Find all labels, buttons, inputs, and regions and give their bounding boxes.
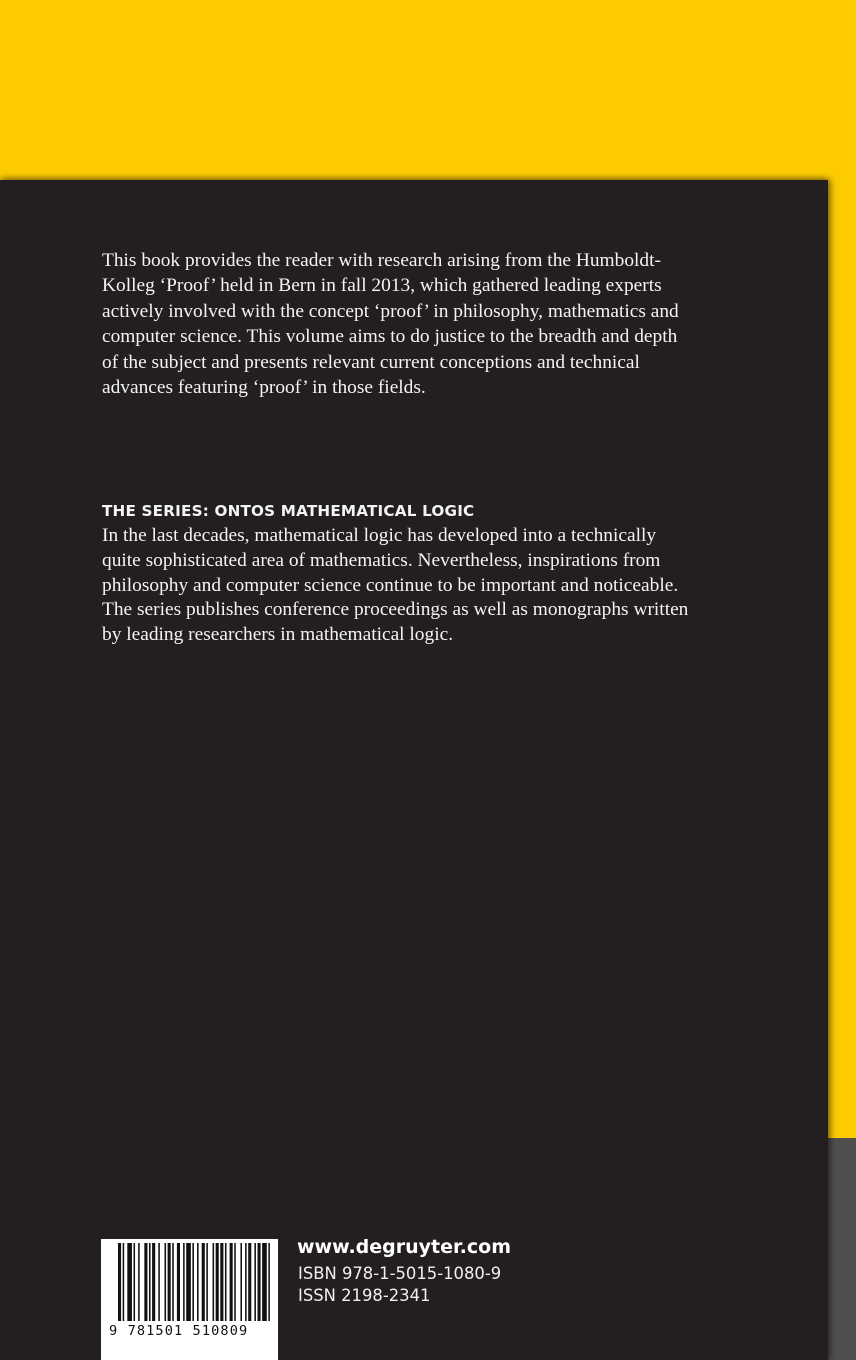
series-heading: THE SERIES: ONTOS MATHEMATICAL LOGIC — [102, 502, 475, 520]
back-cover-panel — [0, 180, 828, 1360]
barcode-bar — [165, 1243, 167, 1321]
barcode-bar — [248, 1243, 251, 1321]
isbn-number: ISBN 978-1-5015-1080-9 — [298, 1264, 502, 1283]
barcode-bar — [245, 1243, 247, 1321]
series-line: quite sophisticated area of mathematics. Nevertheless, inspirations from — [102, 549, 661, 571]
barcode-bar — [213, 1243, 215, 1321]
barcode-bar — [183, 1243, 185, 1321]
series-line: by leading researchers in mathematical logic. — [102, 624, 454, 646]
barcode-bar — [134, 1243, 136, 1321]
barcode-bar — [123, 1243, 125, 1321]
barcode-bar — [254, 1243, 256, 1321]
barcode-bar — [197, 1243, 199, 1321]
blurb-line: This book provides the reader with research arising from the Humboldt- — [102, 250, 661, 271]
series-line: philosophy and computer science continue to be important and noticeable. — [102, 574, 679, 596]
barcode-bar — [192, 1243, 194, 1321]
barcode-bar — [118, 1243, 121, 1321]
barcode-bar — [220, 1243, 223, 1321]
publisher-website: www.degruyter.com — [297, 1236, 511, 1258]
blurb-line: advances featuring ‘proof’ in those fields. — [102, 377, 426, 399]
isbn-barcode — [101, 1239, 278, 1360]
barcode-bar — [149, 1243, 151, 1321]
barcode-bar — [258, 1243, 261, 1321]
barcode-digits: 9 781501 510809 — [109, 1323, 249, 1339]
barcode-bar — [216, 1243, 219, 1321]
spine-gray-strip — [828, 1138, 856, 1360]
barcode-bars — [101, 1239, 278, 1360]
book-description — [102, 248, 742, 400]
blurb-line: of the subject and presents relevant current conceptions and technical — [102, 351, 640, 373]
series-line: The series publishes conference proceedings as well as monographs written — [102, 599, 689, 621]
blurb-line: Kolleg ‘Proof’ held in Bern in fall 2013, which gathered leading experts — [102, 275, 662, 297]
barcode-bar — [206, 1243, 208, 1321]
barcode-bar — [230, 1243, 233, 1321]
barcode-bar — [138, 1243, 140, 1321]
series-description — [102, 524, 742, 648]
barcode-bar — [168, 1243, 171, 1321]
barcode-bar — [127, 1243, 132, 1321]
barcode-bar — [177, 1243, 180, 1321]
blurb-line: computer science. This volume aims to do justice to the breadth and depth — [102, 326, 678, 348]
barcode-bar — [144, 1243, 147, 1321]
issn-number: ISSN 2198-2341 — [298, 1286, 431, 1305]
blurb-line: actively involved with the concept ‘proof’ in philosophy, mathematics and — [102, 300, 679, 322]
series-line: In the last decades, mathematical logic has developed into a technically — [102, 525, 657, 546]
barcode-bar — [240, 1243, 242, 1321]
barcode-bar — [186, 1243, 191, 1321]
barcode-bar — [225, 1243, 227, 1321]
barcode-bar — [158, 1243, 160, 1321]
barcode-bar — [202, 1243, 205, 1321]
barcode-bar — [234, 1243, 236, 1321]
barcode-bar — [172, 1243, 174, 1321]
barcode-bar — [268, 1243, 270, 1321]
barcode-bar — [262, 1243, 267, 1321]
barcode-bar — [152, 1243, 155, 1321]
